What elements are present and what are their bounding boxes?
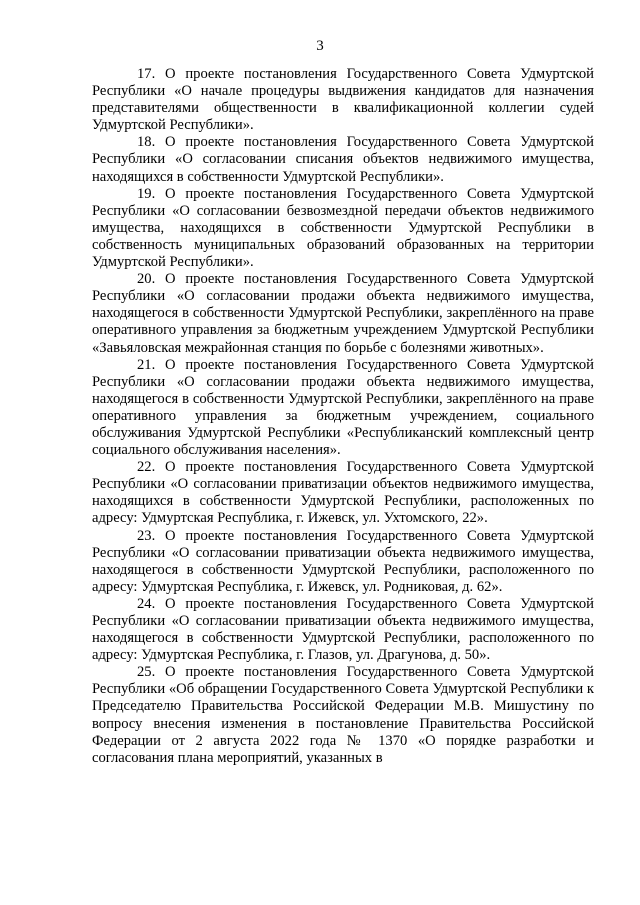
agenda-item-17: 17. О проекте постановления Государственного Совета Удмуртской Республики «О начале процедуры выдвижения кандидатов для назначения представителями общественности в квалификационной коллегии судей Удмуртской Республики». — [92, 66, 594, 134]
page-number: 3 — [316, 38, 324, 54]
agenda-item-24: 24. О проекте постановления Государственного Совета Удмуртской Республики «О согласовании приватизации объекта недвижимого имущества, находящегося в собственности Удмуртской Республики, расположенного по адресу: Удмуртская Республика, г. Глазов, ул. Драгунова, д. 50». — [92, 595, 594, 664]
agenda-item-18: 18. О проекте постановления Государственного Совета Удмуртской Республики «О согласовании списания объектов недвижимого имущества, находящихся в собственности Удмуртской Республики». — [92, 134, 594, 185]
agenda-item-23: 23. О проекте постановления Государственного Совета Удмуртской Республики «О согласовании приватизации объекта недвижимого имущества, находящегося в собственности Удмуртской Республики, расположенного по адресу: Удмуртская Республика, г. Ижевск, ул. Родниковая, д. 62». — [92, 527, 594, 595]
agenda-item-21: 21. О проекте постановления Государственного Совета Удмуртской Республики «О согласовании продажи объекта недвижимого имущества, находящегося в собственности Удмуртской Республики, закреплённого на праве оперативного управления за бюджетным учреждением, социального обслуживания Удмуртской Республики «Республиканский комплексный центр социального обслуживания населения». — [92, 356, 594, 459]
agenda-item-25: 25. О проекте постановления Государственного Совета Удмуртской Республики «Об обращении Государственного Совета Удмуртской Республики к Председателю Правительства Российской Федерации М.В. Мишустину по вопросу внесения изменения в постановление Правительства Российской Федерации от 2 августа 2022 года № 1370 «О порядке разработки и согласования плана мероприятий, указанных в — [92, 664, 594, 766]
agenda-item-20: 20. О проекте постановления Государственного Совета Удмуртской Республики «О согласовании продажи объекта недвижимого имущества, находящегося в собственности Удмуртской Республики, закреплённого на праве оперативного управления за бюджетным учреждением Удмуртской Республики «Завьяловская межрайонная станция по борьбе с болезнями животных». — [92, 271, 594, 356]
agenda-item-22: 22. О проекте постановления Государственного Совета Удмуртской Республики «О согласовании приватизации объектов недвижимого имущества, находящихся в собственности Удмуртской Республики, расположенных по адресу: Удмуртская Республика, г. Ижевск, ул. Ухтомского, 22». — [92, 459, 594, 527]
agenda-item-19: 19. О проекте постановления Государственного Совета Удмуртской Республики «О согласовании безвозмездной передачи объектов недвижимого имущества, находящихся в собственности Удмуртской Республики в собственность муниципальных образований образованных на территории Удмуртской Республики». — [92, 185, 594, 271]
document-body — [92, 66, 594, 767]
